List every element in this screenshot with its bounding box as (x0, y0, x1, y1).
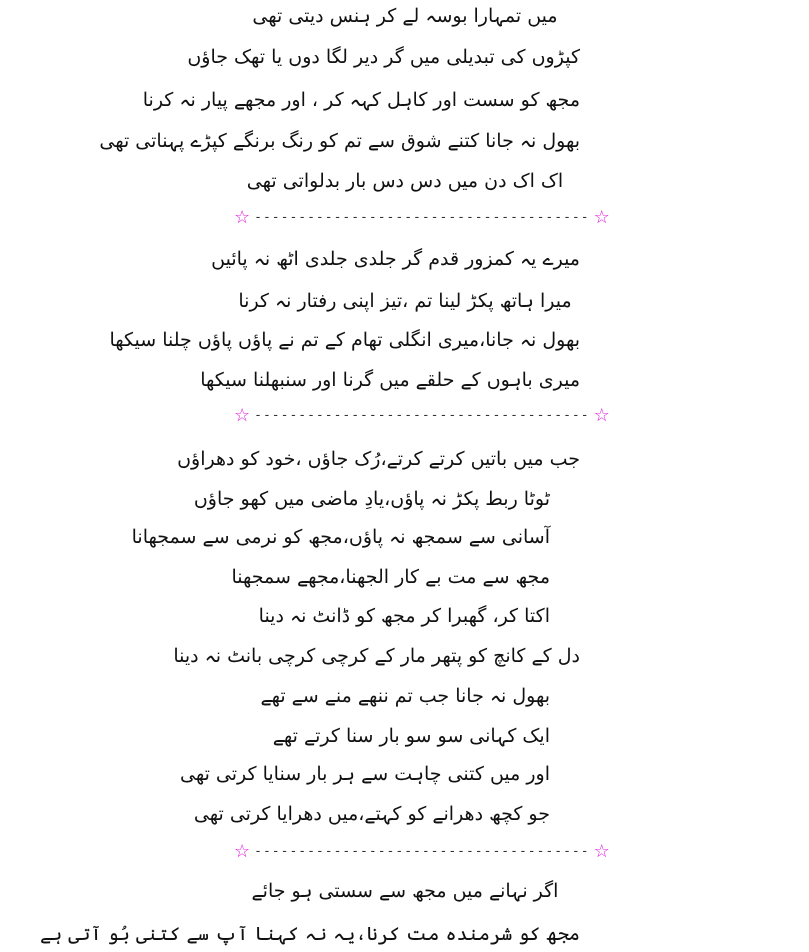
poem-line: بھول نہ جانا،میری انگلی تھام کے تم نے پاؤں پاؤں چلنا سیکھا (109, 329, 580, 351)
star-icon: ☆ (234, 841, 251, 862)
star-icon: ☆ (593, 841, 610, 862)
dashed-rule: -------------------------------------- (254, 210, 590, 225)
star-icon: ☆ (234, 207, 251, 228)
poem-line: ایک کہانی سو سو بار سنا کرتے تھے (272, 725, 550, 747)
poem-line: اکتا کر، گھبرا کر مجھ کو ڈانٹ نہ دینا (258, 605, 550, 627)
dashed-rule: -------------------------------------- (254, 408, 590, 423)
poem-line: میں تمہارا بوسہ لے کر ہنس دیتی تھی (252, 5, 558, 27)
star-icon: ☆ (593, 405, 610, 426)
poem-line: مجھ سے مت بے کار الجھنا،مجھے سمجھنا (231, 566, 550, 588)
poem-line: ٹوٹا ربط پکڑ نہ پاؤں،یادِ ماضی میں کھو جاؤں (193, 488, 550, 510)
poem-line: میرے یہ کمزور قدم گر جلدی جلدی اٹھ نہ پائیں (211, 248, 580, 270)
dashed-rule: -------------------------------------- (254, 844, 590, 859)
poem-line: اور میں کتنی چاہت سے ہر بار سنایا کرتی تھی (179, 763, 550, 785)
poem-line: میرا ہاتھ پکڑ لینا تم ،تیز اپنی رفتار نہ کرنا (238, 290, 572, 312)
poem-line: دل کے کانچ کو پتھر مار کے کرچی کرچی بانٹ نہ دینا (173, 645, 580, 667)
star-icon: ☆ (234, 405, 251, 426)
poem-line: مجھ کو سست اور کاہل کہہ کر ، اور مجھے پیار نہ کرنا (142, 89, 580, 111)
poem-line: جو کچھ دھرانے کو کہتے،میں دھرایا کرتی تھی (193, 803, 550, 825)
poem-line: جب میں باتیں کرتے کرتے،رُک جاؤں ،خود کو دھراؤں (177, 448, 580, 470)
stanza-divider (234, 405, 610, 426)
poem-line: کپڑوں کی تبدیلی میں گر دیر لگا دوں یا تھک جاؤں (187, 46, 580, 68)
poem-line: بھول نہ جانا کتنے شوق سے تم کو رنگ برنگے کپڑے پہناتی تھی (99, 130, 580, 152)
poem-line: آسانی سے سمجھ نہ پاؤں،مجھ کو نرمی سے سمجھانا (131, 526, 550, 548)
poem-line: بھول نہ جانا جب تم ننھے منے سے تھے (260, 685, 550, 707)
star-icon: ☆ (593, 207, 610, 228)
poem-line: اگر نہانے میں مجھ سے سستی ہو جائے (251, 880, 559, 902)
poem-line: میری باہوں کے حلقے میں گرنا اور سنبھلنا سیکھا (200, 369, 580, 391)
poem-line: مجھ کو شرمندہ مت کرنا،یہ نہ کہنا آپ سے کتنی بُو آتی ہے (39, 923, 580, 945)
stanza-divider (234, 207, 610, 228)
stanza-divider (234, 841, 610, 862)
poem-line: اک اک دن میں دس دس بار بدلواتی تھی (246, 170, 564, 192)
